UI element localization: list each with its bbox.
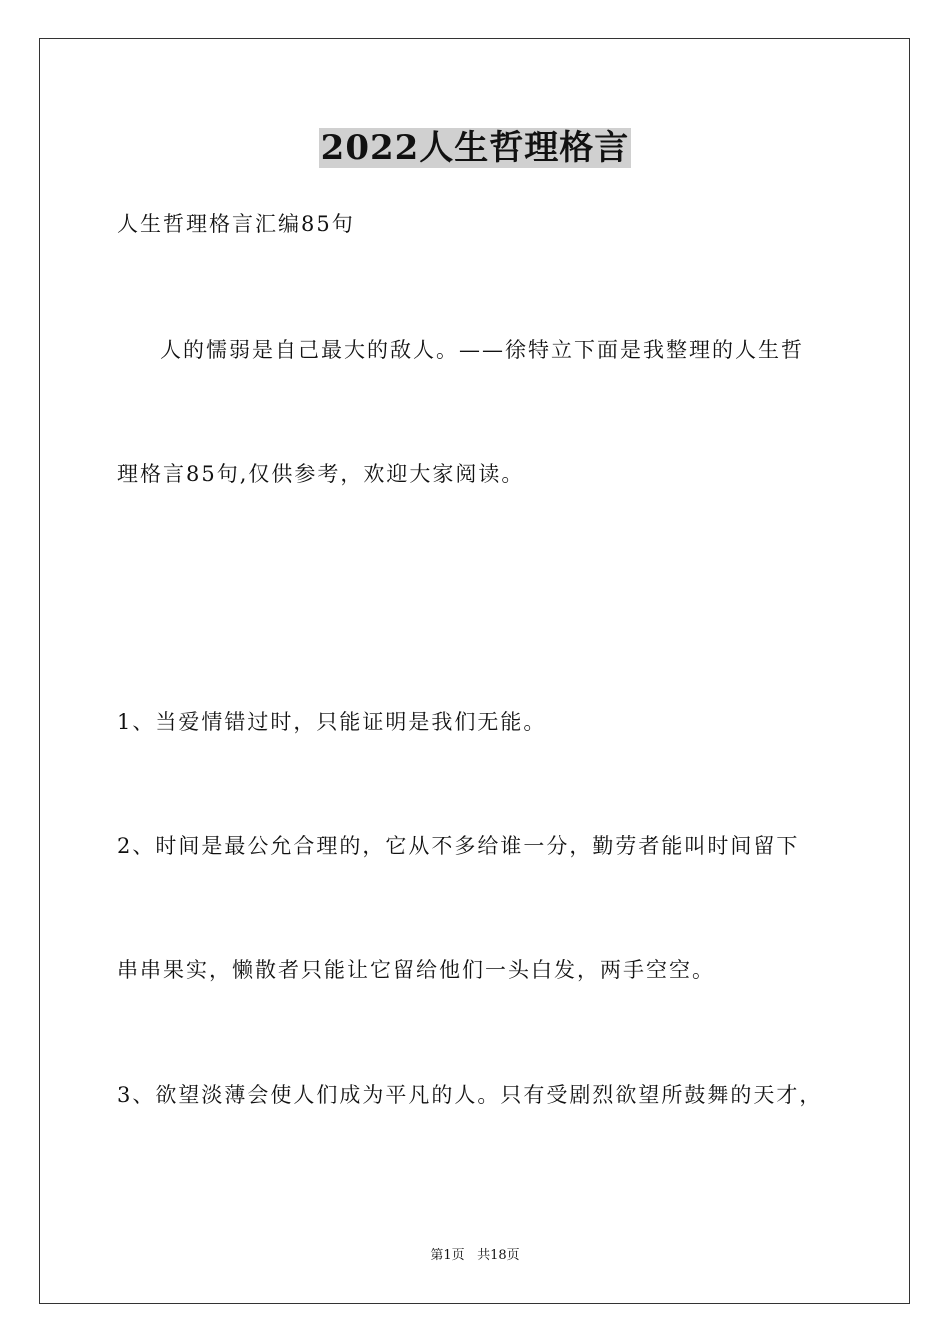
paragraph-line: 1、当爱情错过时，只能证明是我们无能。 xyxy=(117,710,547,734)
page-footer xyxy=(0,1247,950,1265)
title-container xyxy=(0,128,950,168)
paragraph-line: 串串果实，懒散者只能让它留给他们一头白发，两手空空。 xyxy=(117,958,715,982)
paragraph-line: 理格言85句,仅供参考，欢迎大家阅读。 xyxy=(117,462,525,486)
page-number: 第1页 xyxy=(430,1248,465,1263)
paragraph-line: 3、欲望淡薄会使人们成为平凡的人。只有受剧烈欲望所鼓舞的天才， xyxy=(117,1083,823,1107)
document-subtitle: 人生哲理格言汇编85句 xyxy=(117,212,355,236)
document-title: 2022人生哲理格言 xyxy=(320,128,630,168)
paragraph-line: 人的懦弱是自己最大的敌人。——徐特立下面是我整理的人生哲 xyxy=(160,338,804,362)
paragraph-line: 2、时间是最公允合理的，它从不多给谁一分，勤劳者能叫时间留下 xyxy=(117,834,800,858)
page-total: 共18页 xyxy=(477,1248,520,1263)
